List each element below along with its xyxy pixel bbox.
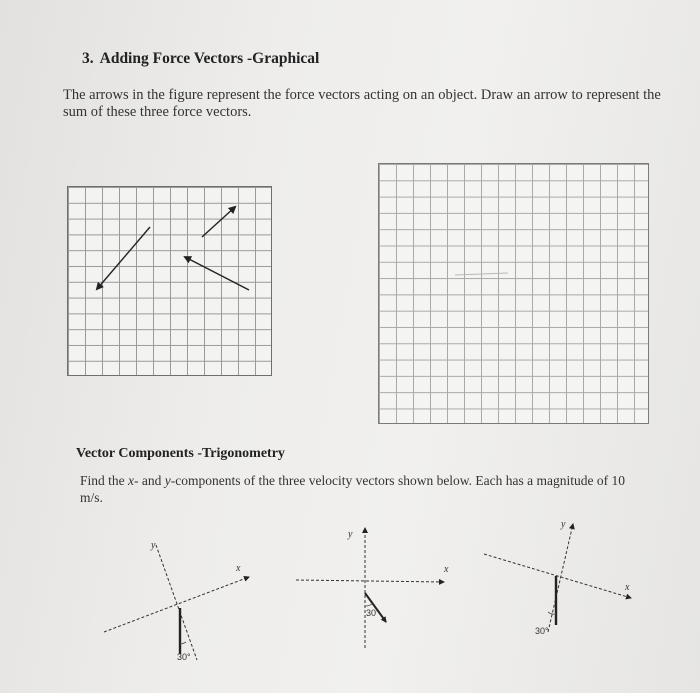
force-vector-3 [185, 257, 249, 290]
x-axis-label-3: x [625, 582, 630, 593]
instr-prefix: Find the [80, 473, 129, 488]
question-title-text: Adding Force Vectors -Graphical [99, 50, 320, 67]
x-axis-label-1: x [236, 563, 241, 574]
angle-label-1: 30° [177, 652, 191, 662]
question-instructions: The arrows in the figure represent the force vectors acting on an object. Draw an arrow to represent the sum of these three force vectors. [63, 87, 661, 120]
pencil-mark [455, 273, 508, 275]
y-axis-label-3: y [561, 519, 566, 530]
velocity-diagram-1 [104, 540, 249, 662]
question-number: 3. [82, 50, 94, 67]
velocity-diagram-3 [484, 519, 631, 636]
instr-x-var: x [128, 473, 135, 488]
instr-suffix: -components of the three velocity vectors shown below. Each has a magnitude of 10 m/s. [80, 473, 626, 505]
y-axis-label-1: y [151, 540, 156, 551]
velocity-diagram-2 [296, 528, 449, 648]
instr-y-var: y [164, 473, 171, 488]
components-instructions [80, 472, 640, 506]
components-title: Vector Components -Trigonometry [76, 446, 285, 461]
x-axis-label-2: x [444, 564, 449, 575]
y-axis-label-2: y [348, 529, 353, 540]
force-vector-2 [202, 207, 235, 237]
instr-mid: - and [134, 473, 165, 488]
angle-label-2: 30° [366, 608, 380, 618]
force-vector-1 [97, 227, 150, 289]
angle-label-3: 30° [535, 626, 549, 636]
